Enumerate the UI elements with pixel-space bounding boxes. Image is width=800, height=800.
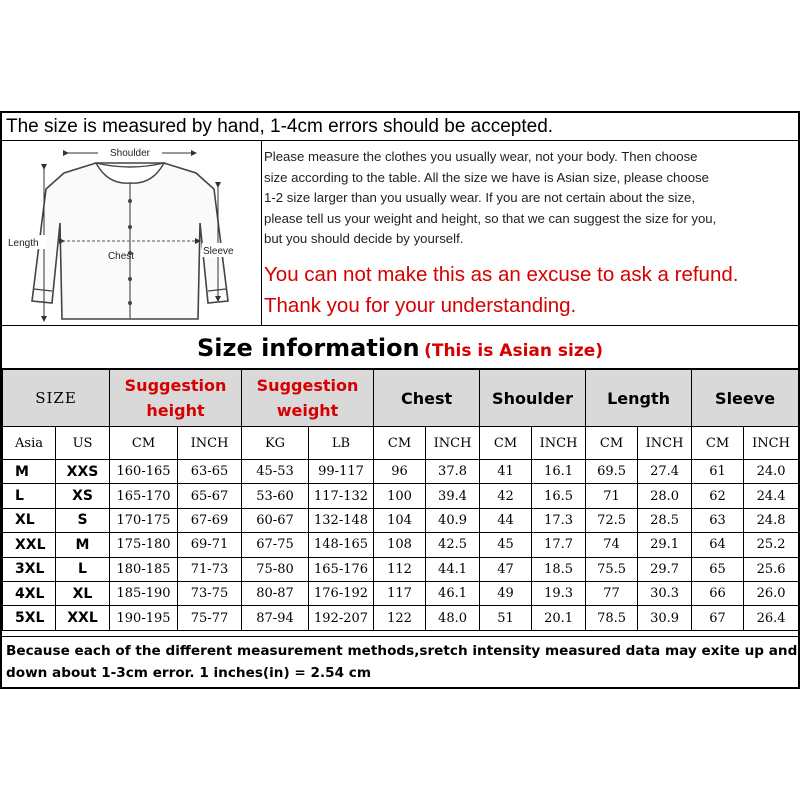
measurement-note: The size is measured by hand, 1-4cm errors should be accepted.: [2, 113, 798, 141]
table-unit-header-row: [3, 427, 799, 460]
measurement-cell: 20.1: [532, 606, 586, 630]
measurement-cell: 46.1: [426, 581, 480, 605]
shirt-diagram: [2, 141, 262, 325]
measurement-cell: 75-77: [178, 606, 242, 630]
measurement-cell: 28.0: [638, 484, 692, 508]
unit-header: CM: [586, 427, 638, 460]
table-row: [3, 581, 799, 605]
measurement-cell: 39.4: [426, 484, 480, 508]
size-table: [2, 369, 799, 631]
measurement-cell: 24.4: [744, 484, 799, 508]
measurement-cell: 18.5: [532, 557, 586, 581]
measurement-cell: 51: [480, 606, 532, 630]
measurement-cell: 75-80: [242, 557, 309, 581]
unit-header: INCH: [744, 427, 799, 460]
unit-header: INCH: [638, 427, 692, 460]
measurement-cell: 180-185: [110, 557, 178, 581]
measurement-cell: 192-207: [309, 606, 374, 630]
measurement-cell: 65-67: [178, 484, 242, 508]
measurement-cell: 100: [374, 484, 426, 508]
unit-header: KG: [242, 427, 309, 460]
measurement-cell: 17.7: [532, 533, 586, 557]
table-row: [3, 460, 799, 484]
instruction-line: Please measure the clothes you usually wear, not your body. Then choose: [264, 149, 698, 164]
length-label: Length: [8, 238, 39, 249]
unit-header: CM: [692, 427, 744, 460]
measurement-cell: 148-165: [309, 533, 374, 557]
asia-size-cell: XL: [3, 508, 56, 532]
measurement-cell: 60-67: [242, 508, 309, 532]
measurement-cell: 26.0: [744, 581, 799, 605]
measurement-cell: 78.5: [586, 606, 638, 630]
instructions-text: [264, 147, 794, 250]
measurement-cell: 104: [374, 508, 426, 532]
measurement-cell: 112: [374, 557, 426, 581]
instruction-line: but you should decide by yourself.: [264, 231, 464, 246]
measurement-cell: 190-195: [110, 606, 178, 630]
shoulder-label: Shoulder: [109, 148, 151, 159]
us-size-cell: M: [56, 533, 110, 557]
measurement-cell: 160-165: [110, 460, 178, 484]
measurement-cell: 165-170: [110, 484, 178, 508]
measurement-cell: 62: [692, 484, 744, 508]
measurement-cell: 73-75: [178, 581, 242, 605]
measurement-cell: 19.3: [532, 581, 586, 605]
measurement-cell: 65: [692, 557, 744, 581]
measurement-cell: 80-87: [242, 581, 309, 605]
unit-header: INCH: [178, 427, 242, 460]
measurement-cell: 40.9: [426, 508, 480, 532]
measurement-cell: 67-75: [242, 533, 309, 557]
measurement-cell: 99-117: [309, 460, 374, 484]
chest-label: Chest: [107, 251, 135, 262]
measurement-cell: 45: [480, 533, 532, 557]
table-row: [3, 484, 799, 508]
measurement-cell: 74: [586, 533, 638, 557]
instructions-panel: [262, 141, 798, 325]
measurement-cell: 42: [480, 484, 532, 508]
measurement-cell: 122: [374, 606, 426, 630]
unit-header: US: [56, 427, 110, 460]
asia-size-cell: XXL: [3, 533, 56, 557]
us-size-cell: XS: [56, 484, 110, 508]
asian-size-note: (This is Asian size): [424, 341, 604, 361]
unit-header: CM: [110, 427, 178, 460]
measurement-cell: 42.5: [426, 533, 480, 557]
measurement-cell: 69.5: [586, 460, 638, 484]
warning-line: Thank you for your understanding.: [264, 294, 577, 317]
measurement-cell: 71-73: [178, 557, 242, 581]
error-note-line: down about 1-3cm error. 1 inches(in) = 2.54 cm: [6, 665, 372, 681]
table-row: [3, 508, 799, 532]
asia-size-cell: M: [3, 460, 56, 484]
measurement-cell: 26.4: [744, 606, 799, 630]
measurement-cell: 25.2: [744, 533, 799, 557]
measurement-cell: 75.5: [586, 557, 638, 581]
measurement-cell: 44.1: [426, 557, 480, 581]
size-info-heading: [2, 325, 798, 369]
measurement-cell: 24.0: [744, 460, 799, 484]
measurement-cell: 53-60: [242, 484, 309, 508]
height-header: Suggestion height: [110, 370, 242, 427]
error-note-line: Because each of the different measurement methods,sretch intensity measured data may exite up and: [6, 643, 798, 659]
measurement-cell: 49: [480, 581, 532, 605]
measurement-cell: 67-69: [178, 508, 242, 532]
shoulder-header: Shoulder: [480, 370, 586, 427]
sleeve-header: Sleeve: [692, 370, 799, 427]
measurement-cell: 30.3: [638, 581, 692, 605]
measurement-cell: 71: [586, 484, 638, 508]
unit-header: INCH: [532, 427, 586, 460]
length-header: Length: [586, 370, 692, 427]
refund-warning: [264, 259, 798, 321]
measurement-cell: 17.3: [532, 508, 586, 532]
measurement-cell: 72.5: [586, 508, 638, 532]
measurement-cell: 117: [374, 581, 426, 605]
table-group-header-row: [3, 370, 799, 427]
measurement-cell: 165-176: [309, 557, 374, 581]
measurement-cell: 47: [480, 557, 532, 581]
measurement-cell: 170-175: [110, 508, 178, 532]
measurement-cell: 29.1: [638, 533, 692, 557]
sleeve-label: Sleeve: [203, 246, 234, 257]
unit-header: Asia: [3, 427, 56, 460]
measurement-cell: 41: [480, 460, 532, 484]
measurement-cell: 28.5: [638, 508, 692, 532]
size-table-body: [3, 460, 799, 631]
table-row: [3, 606, 799, 630]
measurement-cell: 108: [374, 533, 426, 557]
chest-header: Chest: [374, 370, 480, 427]
measurement-cell: 44: [480, 508, 532, 532]
measurement-cell: 45-53: [242, 460, 309, 484]
warning-line: You can not make this as an excuse to ask a refund.: [264, 263, 739, 286]
asia-size-cell: 3XL: [3, 557, 56, 581]
measurement-cell: 63-65: [178, 460, 242, 484]
measurement-cell: 63: [692, 508, 744, 532]
weight-header: Suggestion weight: [242, 370, 374, 427]
measurement-cell: 132-148: [309, 508, 374, 532]
measurement-cell: 175-180: [110, 533, 178, 557]
measurement-cell: 96: [374, 460, 426, 484]
unit-header: CM: [374, 427, 426, 460]
us-size-cell: S: [56, 508, 110, 532]
measurement-cell: 67: [692, 606, 744, 630]
table-row: [3, 557, 799, 581]
instruction-line: size according to the table. All the size we have is Asian size, please choose: [264, 169, 709, 185]
measurement-cell: 61: [692, 460, 744, 484]
measurement-cell: 69-71: [178, 533, 242, 557]
measurement-cell: 77: [586, 581, 638, 605]
shirt-measurement-illustration: [2, 141, 262, 325]
measurement-cell: 25.6: [744, 557, 799, 581]
asia-size-cell: L: [3, 484, 56, 508]
measurement-cell: 87-94: [242, 606, 309, 630]
measurement-cell: 30.9: [638, 606, 692, 630]
size-info-title: Size information: [196, 334, 420, 362]
instruction-line: please tell us your weight and height, so that we can suggest the size for you,: [264, 210, 717, 226]
us-size-cell: XXS: [56, 460, 110, 484]
measurement-cell: 64: [692, 533, 744, 557]
asia-size-cell: 5XL: [3, 606, 56, 630]
us-size-cell: XL: [56, 581, 110, 605]
us-size-cell: L: [56, 557, 110, 581]
measurement-cell: 176-192: [309, 581, 374, 605]
measurement-cell: 185-190: [110, 581, 178, 605]
instruction-line: 1-2 size larger than you usually wear. If you are not certain about the size,: [264, 190, 696, 205]
us-size-cell: XXL: [56, 606, 110, 630]
measurement-cell: 29.7: [638, 557, 692, 581]
measurement-error-note: [2, 636, 798, 688]
unit-header: INCH: [426, 427, 480, 460]
measurement-cell: 16.5: [532, 484, 586, 508]
size-header: SIZE: [3, 370, 110, 427]
measurement-cell: 27.4: [638, 460, 692, 484]
unit-header: LB: [309, 427, 374, 460]
measurement-cell: 37.8: [426, 460, 480, 484]
measurement-cell: 117-132: [309, 484, 374, 508]
measurement-cell: 24.8: [744, 508, 799, 532]
measurement-cell: 48.0: [426, 606, 480, 630]
measurement-cell: 66: [692, 581, 744, 605]
measurement-cell: 16.1: [532, 460, 586, 484]
asia-size-cell: 4XL: [3, 581, 56, 605]
table-row: [3, 533, 799, 557]
unit-header: CM: [480, 427, 532, 460]
